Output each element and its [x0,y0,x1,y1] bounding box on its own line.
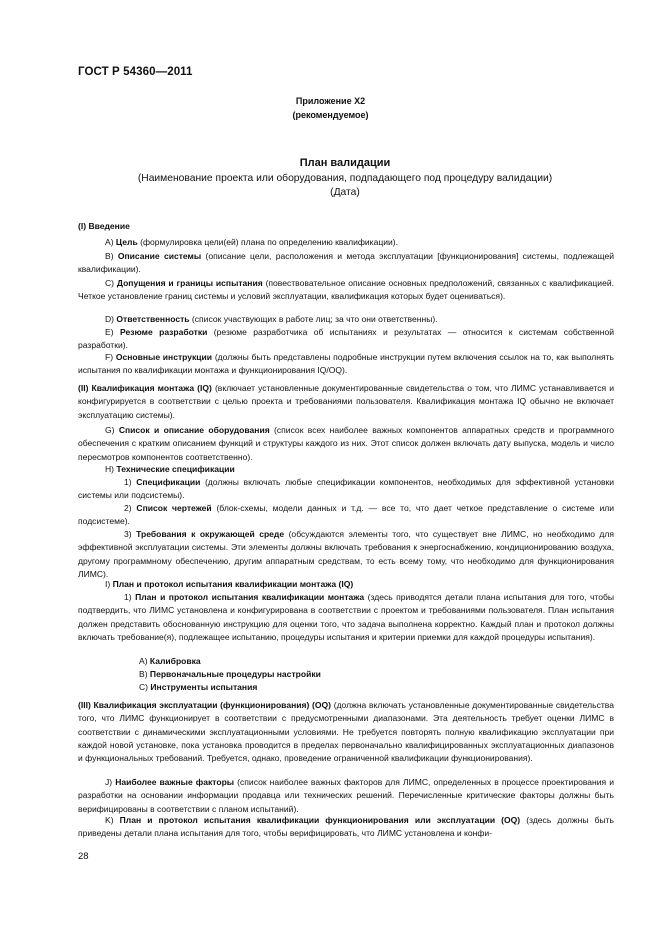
item-i [78,578,614,591]
section-intro-heading [78,220,614,233]
item-a [78,236,614,249]
item-term: Технические спецификации [116,464,235,474]
item-text: (должны быть представлены подробные инструкции путем включения ссылок на то, как выполнять испытания по квалификации монтажа и функционирования IQ/OQ). [78,352,614,376]
item-prefix: C) [105,278,117,288]
item-h3 [78,528,614,581]
item-i1-c [139,681,257,694]
item-term: План и протокол испытания квалификации монтажа [135,592,365,602]
item-text: (должны включать любые спецификации компонентов, необходимых для эффективной установки системы или подсистемы). [78,477,614,501]
item-prefix: 1) [124,477,137,487]
item-h2 [78,502,614,529]
item-prefix: H) [105,464,117,474]
item-h [78,463,614,476]
item-term: Наиболее важные факторы [115,777,235,787]
item-prefix: K) [105,815,120,825]
item-term: План и протокол испытания квалификации функционирования или эксплуатации (OQ) [119,815,521,825]
item-prefix: B) [139,669,150,679]
item-text: (формулировка цели(ей) плана по определению квалификации). [137,237,399,247]
plan-subtitle: (Наименование проекта или оборудования, подпадающего под процедуру валидации) [137,173,553,184]
item-term: Цель [115,237,138,247]
item-prefix: I) [105,579,113,589]
item-c [78,277,614,304]
section-iq [78,382,614,422]
item-prefix: 1) [124,592,136,602]
item-i1 [78,591,614,644]
item-i1-a [139,655,201,668]
item-text: (список участвующих в работе лиц; за что они ответственны). [189,314,438,324]
section-oq [78,699,614,765]
item-term: Допущения и границы испытания [116,278,263,288]
section-text: (включает установленные документированные свидетельства о том, что ЛИМС устанавливается и конфигурируется в соответствии с целью проекта и требованиями пользователя. Квалификация монтажа IQ обычно не включает эксплуатацию системы). [78,383,614,420]
item-text: (список всех наиболее важных компонентов аппаратных средств и программного обеспечения с кратким описанием функций и структуры каждого из них. Этот список должен включать дату выпуска, модель и число пересмотров компонентов соответственно). [78,425,615,462]
standard-designation: ГОСТ Р 54360—2011 [78,66,193,78]
item-term: Список чертежей [136,503,212,513]
item-text: (блок-схемы, модели данных и т.д. — все то, что дает четкое представление о системе или подсистеме). [78,503,614,527]
item-term: Список и описание оборудования [118,425,270,435]
appendix-status: (рекомендуемое) [292,110,369,120]
item-text: (резюме разработчика об испытаниях и результатах — относится к системам собственной разработки). [78,327,615,351]
item-prefix: 3) [124,529,137,539]
item-text: (здесь должны быть приведены детали плана испытания для того, чтобы верифицировать, что ЛИМС установлена и конфи- [78,815,614,839]
item-k [78,814,614,841]
item-e [78,326,614,353]
item-prefix: E) [105,327,120,337]
item-d [78,313,614,326]
item-term: Ответственность [116,314,190,324]
item-term: Спецификации [136,477,201,487]
plan-title: План валидации [299,157,391,169]
item-prefix: J) [105,777,116,787]
item-text: (здесь приводятся детали плана испытания для того, чтобы подтвердить, что ЛИМС установлена и конфигурирована в соответствии с проектом и требованиями пользователя. План испытания должен представить обоснованную инструкцию для оценки того, что задача выполнена корректно. Каждый план и протокол должны включать требование(я), подлежащее испытанию, процедуры испытания и критерии приемки для каждой процедуры испытания). [78,592,615,642]
item-prefix: 2) [124,503,137,513]
item-prefix: F) [105,352,116,362]
item-prefix: A) [105,237,116,247]
item-text: (список наиболее важных факторов для ЛИМС, определенных в процессе проектирования и разработки на основании информации продавца или технических решений. Перечисленные критические факторы должны быть верифицированы в соответствии с планом испытаний). [78,777,614,814]
item-prefix: G) [105,425,119,435]
item-prefix: D) [105,314,117,324]
item-term: Инструменты испытания [150,682,258,692]
item-term: Требования к окружающей среде [136,529,285,539]
item-h1 [78,476,614,503]
item-f [78,351,614,378]
item-prefix: A) [139,656,150,666]
section-text: (должна включать установленные документированные свидетельства того, что ЛИМС функционирует в соответствии с предусмотренными диапазонами. Эта деятельность требует оценки ЛИМС в соответствии с динамическими эксплуатационными условиями. Не требуется повторять полную квалификацию эксплуатации при каждой новой установке, пока установка проводится в пределах первоначально квалифицированных эксплуатационных диапазонов и функциональных требований. Требуется, однако, проведение ограниченной квалификации функционирования). [78,700,614,764]
page-number: 28 [78,851,89,862]
item-term: Резюме разработки [119,327,208,337]
plan-date: (Дата) [330,187,360,198]
item-term: Основные инструкции [115,352,213,362]
item-text: (обсуждаются элементы того, что существует вне ЛИМС, но необходимо для эффективной эксплуатации системы. Эти элементы должны включать требования к энергоснабжению, кондиционированию воздуха, другому программному обеспечению, другим аппаратным средствам, то есть всему тому, что необходимо для функционирования ЛИМС). [78,529,615,579]
item-g [78,424,614,464]
section-label: (I) Введение [78,221,130,231]
section-term: (III) Квалификация эксплуатации (функционирования) (OQ) [78,700,332,710]
item-text: (описание цели, расположения и метода эксплуатации [функционирования] системы, подлежащей квалификации). [78,251,615,275]
item-prefix: C) [139,682,151,692]
item-term: План и протокол испытания квалификации монтажа (IQ) [112,579,354,589]
item-prefix: B) [105,251,118,261]
item-b [78,250,614,277]
section-term: (II) Квалификация монтажа (IQ) [78,383,212,393]
item-term: Описание системы [117,251,202,261]
appendix-title: Приложение X2 [295,96,366,106]
item-j [78,776,614,816]
item-term: Первоначальные процедуры настройки [149,669,321,679]
item-term: Калибровка [149,656,201,666]
item-text: (повествовательное описание основных предположений, связанных с квалификацией. Четкое установление границ системы и условий эксплуатации, квалификация которых будет оцениваться). [78,278,614,302]
item-i1-b [139,668,321,681]
